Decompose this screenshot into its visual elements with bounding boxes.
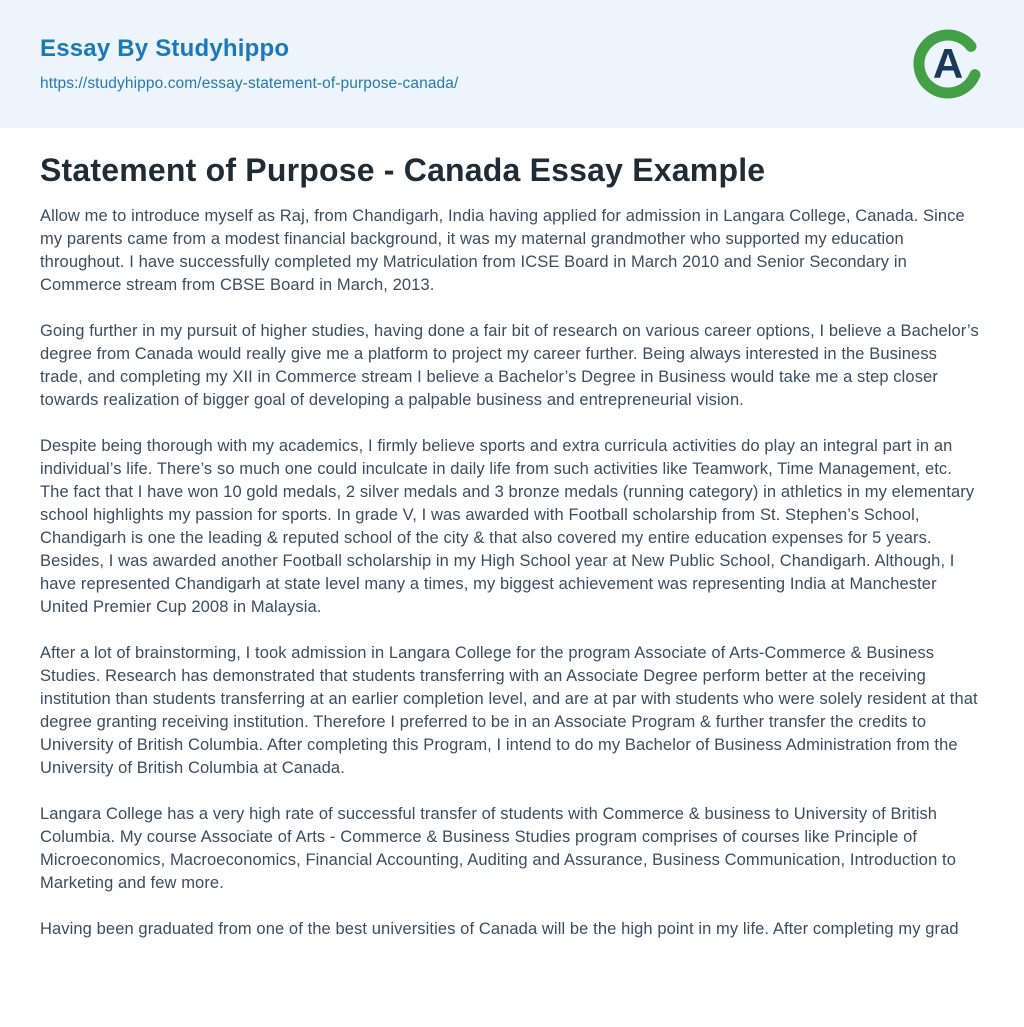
page-header xyxy=(0,0,1024,128)
essay-paragraph-5: Langara College has a very high rate of successful transfer of students with Commerce & business to University of British Columbia. My course Associate of Arts - Commerce & Business Studies program comprises of courses like Principle of Microeconomics, Macroeconomics, Financial Accounting, Auditing and Assurance, Business Communication, Introduction to Marketing and few more. xyxy=(40,805,956,892)
essay-paragraph-1: Allow me to introduce myself as Raj, from Chandigarh, India having applied for admission in Langara College, Canada. Since my parents came from a modest financial background, it was my maternal grandmother who supported my education throughout. I have successfully completed my Matriculation from ICSE Board in March 2010 and Senior Secondary in Commerce stream from CBSE Board in March, 2013. xyxy=(40,207,965,294)
essay-article xyxy=(0,128,1024,981)
essay-paragraph-4: After a lot of brainstorming, I took admission in Langara College for the program Associate of Arts-Commerce & Business Studies. Research has demonstrated that students transferring with an Associate Degree perform better at the receiving institution than students transferring at an earlier completion level, and are at par with students who were solely resident at that degree granting receiving institution. Therefore I preferred to be in an Associate Program & further transfer the credits to University of British Columbia. After completing this Program, I intend to do my Bachelor of Business Administration from the University of British Columbia at Canada. xyxy=(40,644,978,777)
essay-paragraph-2: Going further in my pursuit of higher studies, having done a fair bit of research on various career options, I believe a Bachelor’s degree from Canada would really give me a platform to project my career further. Being always interested in the Business trade, and completing my XII in Commerce stream I believe a Bachelor’s Degree in Business would take me a step closer towards realization of bigger goal of developing a palpable business and entrepreneurial vision. xyxy=(40,322,979,409)
site-title: Essay By Studyhippo xyxy=(40,35,290,62)
essay-paragraph-6: Having been graduated from one of the best universities of Canada will be the high point in my life. After completing my grad xyxy=(40,920,959,938)
source-url-link[interactable]: https://studyhippo.com/essay-statement-of-purpose-canada/ xyxy=(40,75,459,92)
logo-ring-icon xyxy=(912,28,984,100)
logo-letter: A xyxy=(932,40,964,87)
studyhippo-logo xyxy=(912,28,984,100)
essay-title: Statement of Purpose - Canada Essay Example xyxy=(40,152,766,188)
essay-paragraph-3: Despite being thorough with my academics, I firmly believe sports and extra curricula activities do play an integral part in an individual’s life. There’s so much one could inculcate in daily life from such activities like Teamwork, Time Management, etc. The fact that I have won 10 gold medals, 2 silver medals and 3 bronze medals (running category) in athletics in my elementary school highlights my passion for sports. In grade V, I was awarded with Football scholarship from St. Stephen’s School, Chandigarh is one the leading & reputed school of the city & that also covered my entire education expenses for 5 years. Besides, I was awarded another Football scholarship in my High School year at New Public School, Chandigarh. Although, I have represented Chandigarh at state level many a times, my biggest achievement was representing India at Manchester United Premier Cup 2008 in Malaysia. xyxy=(40,437,975,616)
header-text-block xyxy=(40,35,458,93)
